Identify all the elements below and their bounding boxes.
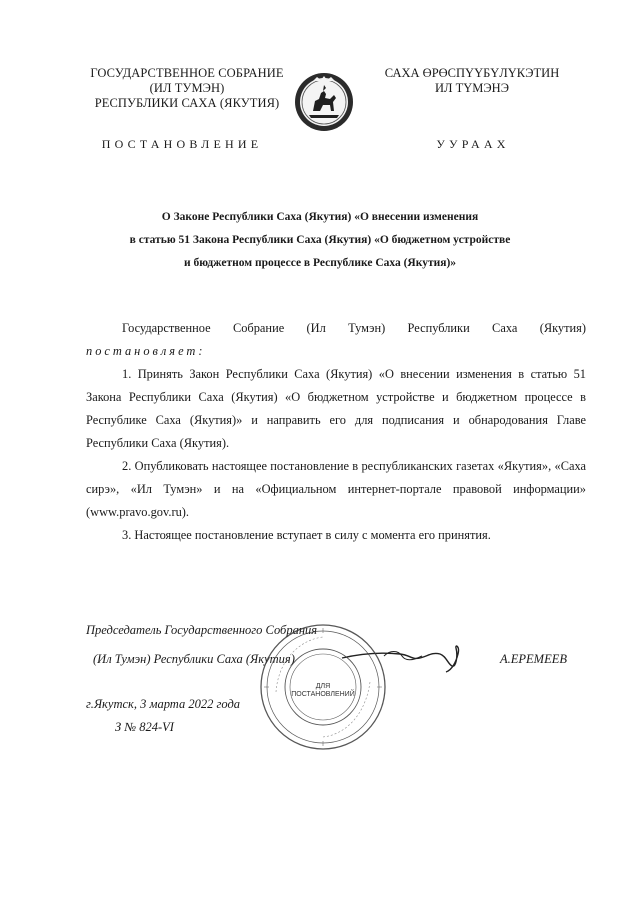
signatory-position-line-2: (Ил Тумэн) Республики Саха (Якутия): [93, 652, 295, 666]
subject-line-2: в статью 51 Закона Республики Саха (Якутия) «О бюджетном устройстве: [129, 234, 511, 246]
header-left-line-1: ГОСУДАРСТВЕННОЕ СОБРАНИЕ: [90, 66, 284, 80]
header-right-line-1: САХА ӨРӨСПҮҮБҮЛҮКЭТИН: [384, 66, 560, 80]
place-and-date: г.Якутск, 3 марта 2022 года: [86, 697, 241, 711]
clause-1: 1. Принять Закон Республики Саха (Якутия) «О внесении изменения в статью 51 Закона Республики Саха (Якутия) «О бюджетном устройстве и бюджетном процессе в Республике Саха (Якутия)» и направить его для подписания и обнародования Главе Республики Саха (Якутия).: [86, 367, 586, 450]
clause-3: 3. Настоящее постановление вступает в силу с момента его принятия.: [122, 528, 491, 542]
doc-type-russian: ПОСТАНОВЛЕНИЕ: [101, 137, 263, 151]
header-right: [362, 66, 582, 96]
subject-line-1: О Законе Республики Саха (Якутия) «О внесении изменения: [161, 211, 479, 223]
subject-line-3: и бюджетном процессе в Республике Саха (Якутия)»: [183, 257, 457, 269]
body-intro: Государственное Собрание (Ил Тумэн) Республики Саха (Якутия): [122, 321, 586, 335]
coat-of-arms-icon: [293, 71, 355, 133]
header-left-line-2: (ИЛ ТУМЭН): [149, 81, 225, 95]
signatory-position-line-1: Председатель Государственного Собрания: [86, 623, 318, 637]
clause-2: 2. Опубликовать настоящее постановление в республиканских газетах «Якутия», «Саха сирэ», «Ил Тумэн» и на «Официальном интернет-портале правовой информации» (www.pravo.gov.ru).: [86, 459, 586, 519]
stamp-center-line-1: ДЛЯ: [315, 683, 331, 690]
document-body: [86, 317, 586, 547]
document-number: З № 824-VI: [115, 720, 174, 734]
header-left-line-3: РЕСПУБЛИКИ САХА (ЯКУТИЯ): [94, 96, 280, 110]
signatory-name: А.ЕРЕМЕЕВ: [500, 652, 567, 666]
document-subject: [70, 206, 570, 275]
header-right-line-2: ИЛ ТҮМЭНЭ: [435, 81, 509, 95]
decree-word: постановляет:: [86, 344, 206, 358]
doc-type-sakha: УУРААХ: [436, 137, 510, 151]
stamp-center-text: [287, 683, 359, 699]
header-left: [72, 66, 302, 111]
stamp-center-line-2: ПОСТАНОВЛЕНИЙ: [291, 691, 355, 698]
